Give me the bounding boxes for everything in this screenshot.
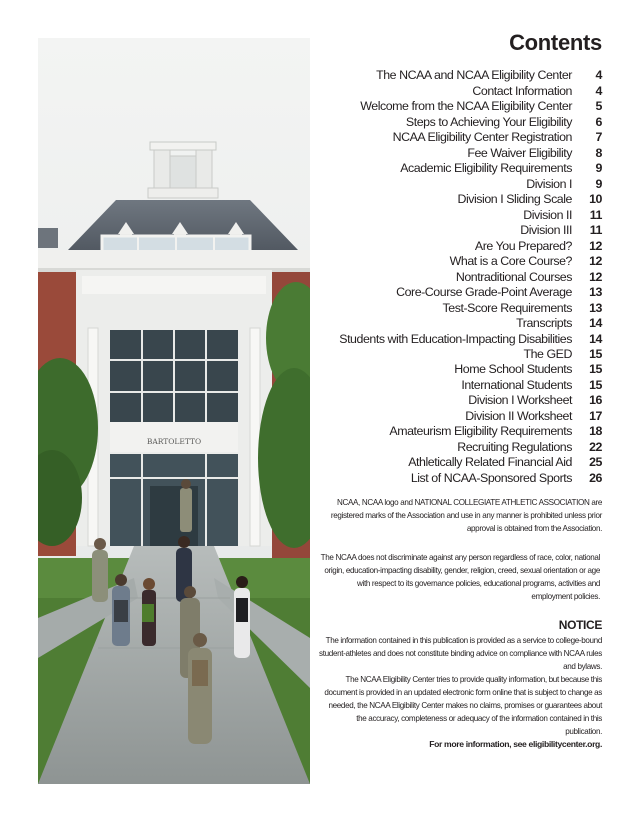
toc-item-page: 9	[595, 176, 602, 191]
toc-item[interactable]	[318, 161, 602, 177]
toc-item[interactable]	[318, 99, 602, 115]
toc-item-label: Nontraditional Courses	[455, 269, 572, 284]
toc-item-page: 14	[589, 316, 602, 330]
toc-item-page: 12	[589, 254, 602, 268]
toc-item[interactable]	[318, 347, 602, 363]
toc-item-page: 7	[595, 130, 602, 144]
toc-item[interactable]	[318, 254, 602, 270]
toc-item[interactable]	[318, 130, 602, 146]
toc-item-label: Division I	[526, 176, 572, 191]
toc-item[interactable]	[318, 270, 602, 286]
toc-item-label: Division I Worksheet	[468, 393, 572, 408]
toc-item[interactable]	[318, 285, 602, 301]
building-sign: BARTOLETTO	[146, 437, 202, 446]
toc-item-label: Recruiting Regulations	[457, 439, 572, 454]
toc-item-label: NCAA Eligibility Center Registration	[392, 130, 572, 144]
toc-item-page: 25	[589, 455, 602, 470]
toc-item[interactable]	[318, 455, 602, 471]
toc-item-label: The NCAA and NCAA Eligibility Center	[376, 68, 572, 82]
toc-item[interactable]	[318, 115, 602, 131]
toc-item-page: 13	[589, 300, 602, 315]
toc-item-label: Amateurism Eligibility Requirements	[389, 424, 572, 439]
toc-item-page: 13	[589, 285, 602, 299]
toc-item[interactable]	[318, 223, 602, 239]
toc-item-page: 18	[589, 424, 602, 439]
notice-paragraph: The information contained in this publication is provided as a service to college-bound student-athletes and does not constitute binding advice on compliance with NCAA rules and bylaws.	[319, 636, 602, 672]
toc-item[interactable]	[318, 424, 602, 440]
more-info-link[interactable]: For more information, see eligibilitycenter.org.	[429, 739, 602, 750]
toc-item-page: 14	[589, 331, 602, 346]
toc-item[interactable]	[318, 177, 602, 193]
toc-item-label: Students with Education-Impacting Disabilities	[339, 331, 572, 346]
toc-item-label: Are You Prepared?	[474, 238, 572, 253]
notice-paragraph: The NCAA Eligibility Center tries to provide quality information, but because this document is provided in an updated electronic form online that is subject to change as needed, the NCAA Eligibility Center makes no claims, promises or guarantees about the accuracy, completeness or adequacy of the information contained in this publication.	[324, 675, 602, 737]
toc-item[interactable]	[318, 378, 602, 394]
trademark-notice: NCAA, NCAA logo and NATIONAL COLLEGIATE ATHLETIC ASSOCIATION are registered marks of the Association and use in any manner is prohibited unless prior approval is obtained from the Association.	[330, 498, 602, 534]
toc-item[interactable]	[318, 393, 602, 409]
toc-item[interactable]	[318, 239, 602, 255]
toc-item-page: 12	[589, 269, 602, 284]
toc-item-label: Contact Information	[472, 83, 572, 98]
toc-item[interactable]	[318, 471, 602, 487]
page-title: Contents	[509, 30, 602, 55]
toc-item[interactable]	[318, 362, 602, 378]
toc-item-label: Transcripts	[516, 316, 572, 330]
toc-item-label: International Students	[461, 377, 572, 392]
contents-column	[318, 30, 602, 751]
toc-item-page: 10	[589, 192, 602, 206]
toc-item-page: 8	[595, 145, 602, 160]
toc-item-page: 5	[595, 99, 602, 113]
toc-item[interactable]	[318, 192, 602, 208]
toc-item[interactable]	[318, 146, 602, 162]
toc-item[interactable]	[318, 84, 602, 100]
toc-item-page: 4	[595, 68, 602, 82]
toc-item-page: 9	[595, 161, 602, 175]
toc-item[interactable]	[318, 440, 602, 456]
toc-item-page: 15	[589, 362, 602, 377]
toc-item-label: List of NCAA-Sponsored Sports	[410, 470, 572, 485]
toc-item[interactable]	[318, 301, 602, 317]
toc-item-page: 4	[595, 83, 602, 98]
toc-item-label: Home School Students	[454, 362, 572, 377]
toc-item-page: 15	[589, 346, 602, 361]
legal-section	[318, 496, 602, 751]
toc-item[interactable]	[318, 208, 602, 224]
toc-item-label: Fee Waiver Eligibility	[467, 145, 572, 160]
toc-item-label: Division II Worksheet	[465, 408, 572, 423]
toc-item-label: Division I Sliding Scale	[457, 192, 572, 206]
toc-item-page: 6	[595, 114, 602, 129]
cover-photo	[38, 38, 310, 784]
nondiscrimination-statement: The NCAA does not discriminate against any person regardless of race, color, national origin, education-impacting disability, gender, religion, creed, sexual orientation or age with respect to its governance policies, educational programs, activities and employment policies.	[320, 553, 600, 602]
toc-item-page: 26	[589, 470, 602, 485]
toc-item[interactable]	[318, 316, 602, 332]
toc-item-label: Division II	[523, 207, 572, 222]
toc-item-label: What is a Core Course?	[449, 254, 572, 268]
toc-item-label: The GED	[523, 346, 572, 361]
toc-item-page: 15	[589, 377, 602, 392]
toc-item[interactable]	[318, 409, 602, 425]
toc-item-label: Test-Score Requirements	[442, 300, 572, 315]
toc-item-label: Welcome from the NCAA Eligibility Center	[360, 99, 572, 113]
notice-heading: NOTICE	[558, 618, 602, 633]
table-of-contents	[318, 68, 602, 486]
toc-item-label: Steps to Achieving Your Eligibility	[405, 114, 572, 129]
toc-item-page: 16	[589, 393, 602, 408]
toc-item-label: Academic Eligibility Requirements	[400, 161, 572, 175]
toc-item[interactable]	[318, 332, 602, 347]
toc-item[interactable]	[318, 68, 602, 84]
toc-item-label: Core-Course Grade-Point Average	[396, 285, 572, 299]
toc-item-page: 17	[589, 408, 602, 423]
toc-item-label: Division III	[520, 223, 572, 237]
toc-item-page: 12	[589, 238, 602, 253]
toc-item-page: 11	[589, 223, 602, 237]
toc-item-page: 11	[589, 207, 602, 222]
campus-building-illustration	[38, 38, 310, 784]
toc-item-label: Athletically Related Financial Aid	[408, 455, 572, 470]
toc-item-page: 22	[589, 439, 602, 454]
